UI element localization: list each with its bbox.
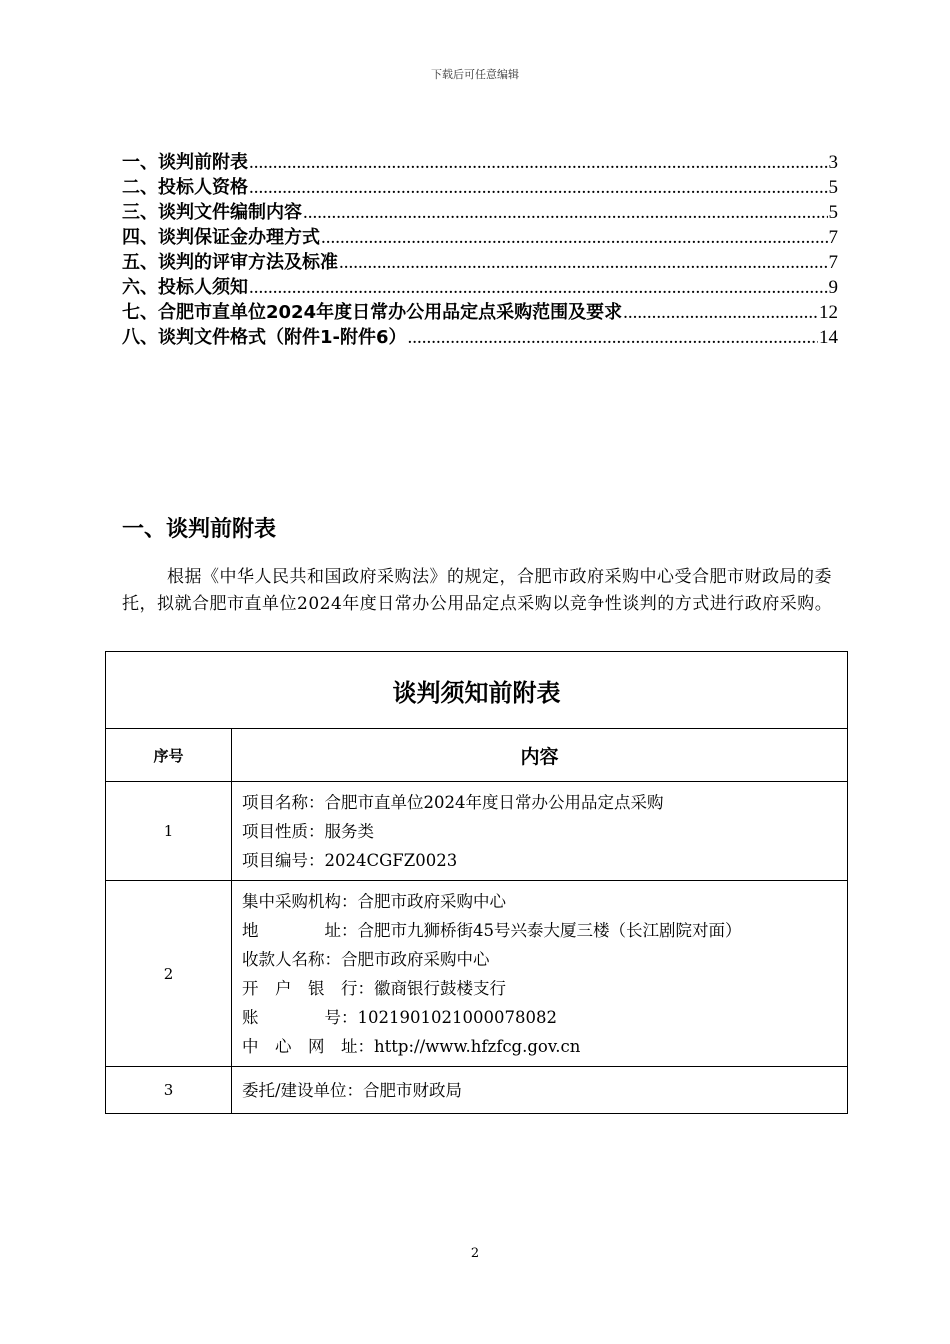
toc-entry-title: 二、投标人资格 [122, 177, 248, 198]
column-header-content: 内容 [232, 729, 848, 782]
toc-entry-page: 7 [828, 227, 838, 248]
toc-entry[interactable] [122, 250, 838, 275]
toc-entry-page: 9 [828, 277, 838, 298]
content-line: 委托/建设单位：合肥市财政局 [242, 1080, 463, 1100]
toc-entry-page: 3 [828, 152, 838, 173]
toc-entry[interactable] [122, 325, 838, 350]
content-line: 项目编号：2024CGFZ0023 [242, 851, 458, 870]
toc-entry-title: 三、谈判文件编制内容 [122, 202, 302, 223]
toc-entry-title: 四、谈判保证金办理方式 [122, 227, 320, 248]
toc-entry[interactable] [122, 225, 838, 250]
page-number: 2 [470, 1246, 480, 1261]
toc-leader-dots [339, 250, 828, 275]
toc-entry[interactable] [122, 300, 838, 325]
table-of-contents [122, 150, 838, 350]
content-line: 项目名称：合肥市直单位2024年度日常办公用品定点采购 [242, 793, 664, 812]
row-number: 2 [106, 881, 232, 1067]
toc-leader-dots [321, 225, 828, 250]
content-line: 账 号：1021901021000078082 [242, 1008, 557, 1027]
toc-entry-title: 一、谈判前附表 [122, 152, 248, 173]
toc-entry-page: 7 [828, 252, 838, 273]
toc-leader-dots [408, 325, 818, 350]
toc-entry[interactable] [122, 200, 838, 225]
toc-entry[interactable] [122, 150, 838, 175]
content-line: 中 心 网 址：http://www.hfzfcg.gov.cn [242, 1037, 581, 1056]
toc-leader-dots [249, 175, 828, 200]
content-line: 开 户 银 行：徽商银行鼓楼支行 [242, 979, 506, 998]
content-line: 地 址：合肥市九狮桥街45号兴泰大厦三楼（长江剧院对面） [242, 921, 742, 940]
toc-entry-title: 八、谈判文件格式（附件1-附件6） [122, 327, 407, 348]
toc-entry-title: 五、谈判的评审方法及标准 [122, 252, 338, 273]
row-content [232, 881, 848, 1067]
row-number: 3 [106, 1067, 232, 1114]
toc-entry-page: 12 [819, 302, 838, 323]
toc-leader-dots [249, 275, 828, 300]
toc-leader-dots [303, 200, 828, 225]
table-row [106, 881, 848, 1067]
content-line: 集中采购机构：合肥市政府采购中心 [242, 892, 506, 911]
toc-entry-title: 六、投标人须知 [122, 277, 248, 298]
table-row [106, 1067, 848, 1114]
toc-entry-page: 14 [819, 327, 838, 348]
table-row [106, 782, 848, 881]
toc-entry-page: 5 [828, 202, 838, 223]
row-content [232, 782, 848, 881]
intro-paragraph: 根据《中华人民共和国政府采购法》的规定，合肥市政府采购中心受合肥市财政局的委托，拟就合肥市直单位2024年度日常办公用品定点采购以竞争性谈判的方式进行政府采购。 [122, 567, 833, 614]
toc-entry[interactable] [122, 275, 838, 300]
content-line: 收款人名称：合肥市政府采购中心 [242, 950, 490, 969]
column-header-no: 序号 [106, 729, 232, 782]
front-appendix-table [105, 651, 848, 1114]
row-number: 1 [106, 782, 232, 881]
table-title: 谈判须知前附表 [106, 652, 848, 729]
section-heading: 一、谈判前附表 [122, 517, 277, 542]
toc-entry-page: 5 [828, 177, 838, 198]
toc-leader-dots [249, 150, 828, 175]
toc-leader-dots [623, 300, 818, 325]
row-content [232, 1067, 848, 1114]
content-line: 项目性质：服务类 [242, 822, 374, 841]
toc-entry[interactable] [122, 175, 838, 200]
header-note: 下载后可任意编辑 [431, 68, 519, 81]
toc-entry-title: 七、合肥市直单位2024年度日常办公用品定点采购范围及要求 [122, 302, 623, 323]
